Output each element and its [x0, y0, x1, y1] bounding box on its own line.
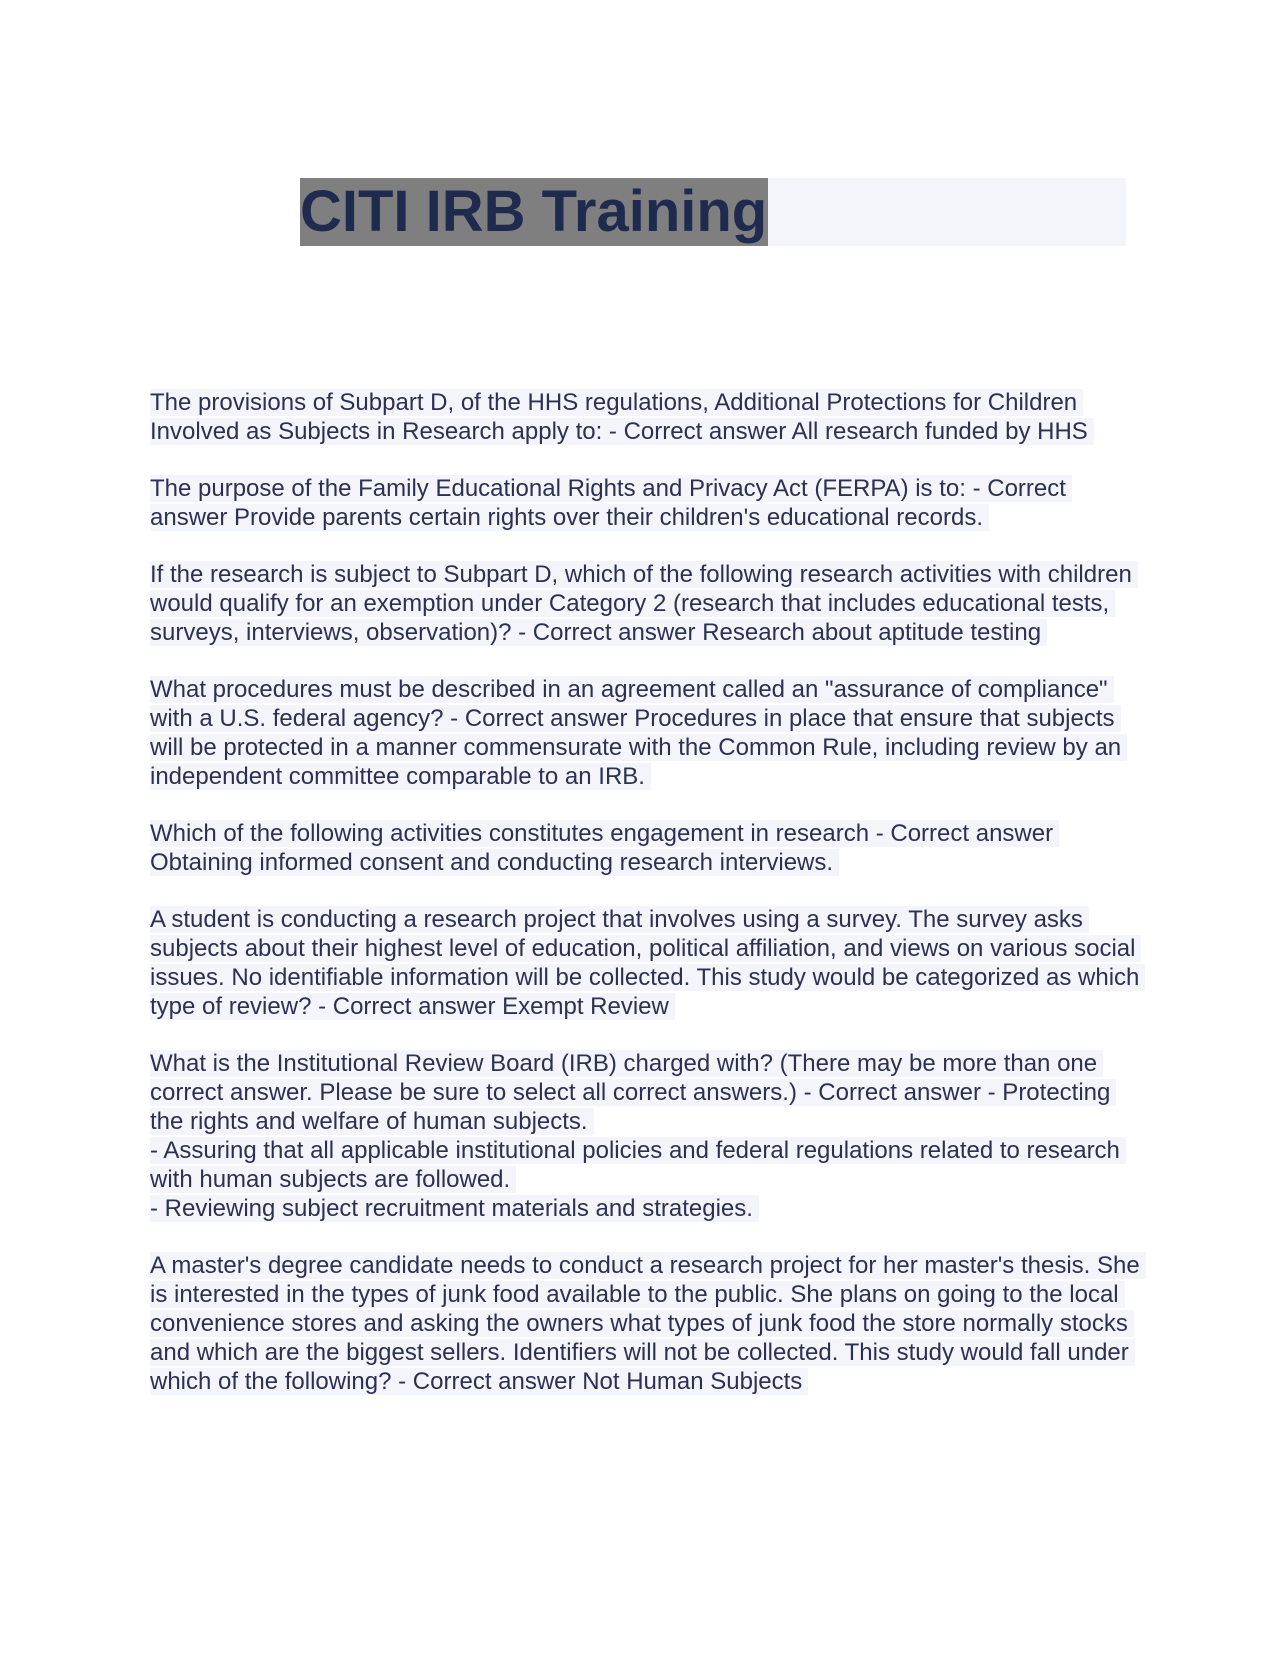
qa-text: The provisions of Subpart D, of the HHS regulations, Additional Protections for Children Involved as Subjects in Research apply to: - Correct answer All research funded by HHS: [150, 389, 1094, 445]
qa-item: [150, 675, 1140, 791]
qa-text: The purpose of the Family Educational Rights and Privacy Act (FERPA) is to: - Correct answer Provide parents certain rights over their children's educational records.: [150, 475, 1072, 531]
qa-text: A master's degree candidate needs to conduct a research project for her master's thesis. She is interested in the types of junk food available to the public. She plans on going to the local convenience stores and asking the owners what types of junk food the store normally stocks and which are the biggest sellers. Identifiers will not be collected. This study would fall under which of the following? - Correct answer Not Human Subjects: [150, 1252, 1146, 1395]
qa-item: [150, 1049, 1140, 1223]
qa-item: [150, 1251, 1140, 1396]
qa-item: [150, 819, 1140, 877]
qa-text: What is the Institutional Review Board (IRB) charged with? (There may be more than one correct answer. Please be sure to select all correct answers.) - Correct answer - Protecting the rights and welfare of human subjects.: [150, 1050, 1116, 1135]
qa-item: [150, 388, 1140, 446]
qa-text: Which of the following activities constitutes engagement in research - Correct answer Obtaining informed consent and conducting research interviews.: [150, 820, 1059, 876]
qa-text: What procedures must be described in an agreement called an "assurance of compliance" with a U.S. federal agency? - Correct answer Procedures in place that ensure that subjects will be protected in a manner commensurate with the Common Rule, including review by an independent committee comparable to an IRB.: [150, 676, 1127, 790]
qa-text: A student is conducting a research project that involves using a survey. The survey asks subjects about their highest level of education, political affiliation, and views on various social issues. No identifiable information will be collected. This study would be categorized as which type of review? - Correct answer Exempt Review: [150, 906, 1145, 1020]
document-title: CITI IRB Training: [300, 179, 768, 244]
qa-answer-line: - Reviewing subject recruitment materials and strategies.: [150, 1195, 759, 1222]
qa-text: If the research is subject to Subpart D, which of the following research activities with children would qualify for an exemption under Category 2 (research that includes educational tests, surveys, interviews, observation)? - Correct answer Research about aptitude testing: [150, 561, 1138, 646]
qa-answer-line: - Assuring that all applicable institutional policies and federal regulations related to research with human subjects are followed.: [150, 1137, 1126, 1193]
qa-item: [150, 560, 1140, 647]
qa-item: [150, 905, 1140, 1021]
qa-item: [150, 474, 1140, 532]
qa-list: [150, 388, 1140, 1424]
